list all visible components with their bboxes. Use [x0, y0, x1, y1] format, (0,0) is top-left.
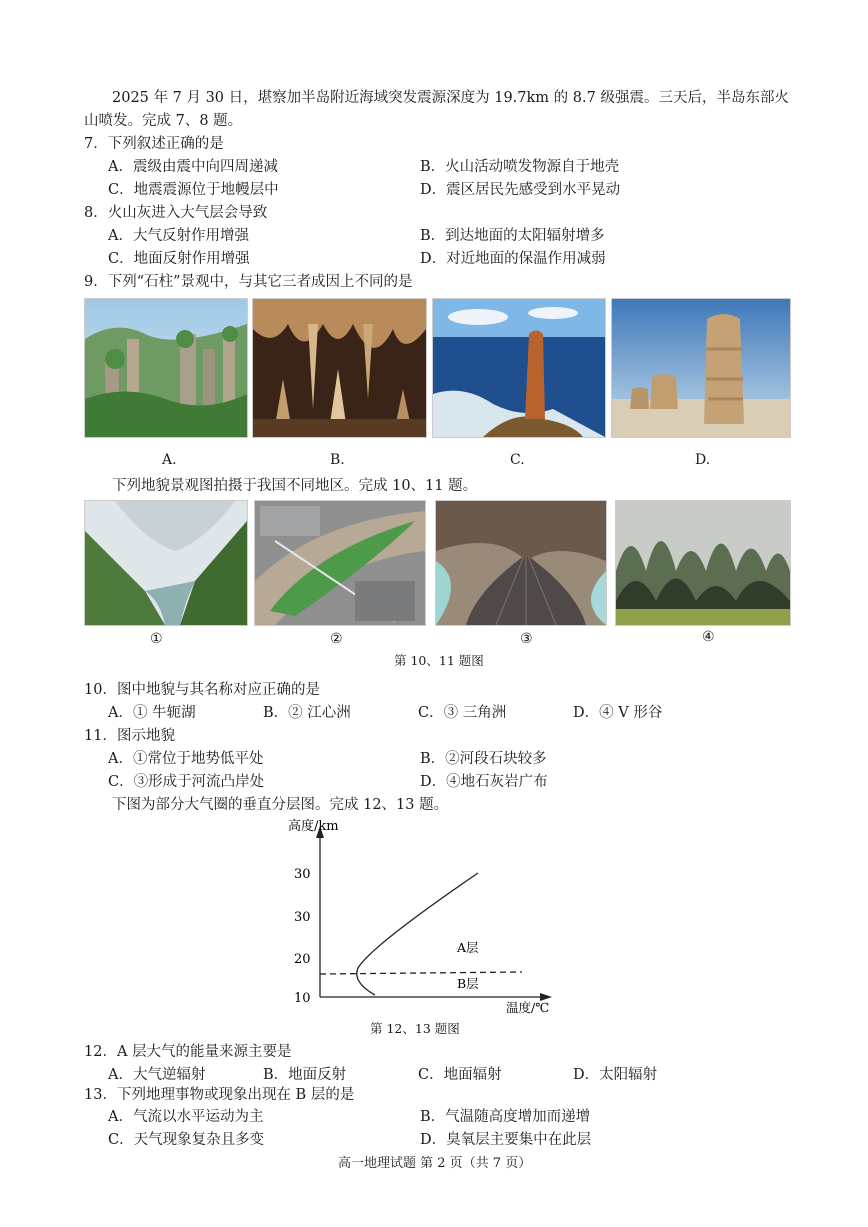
layer-b-label: B层	[457, 976, 479, 991]
photo-9c-sea-stack	[432, 298, 606, 438]
question-7-option-d: D．震区居民先感受到水平晃动	[420, 182, 621, 198]
intro-7-8-line1: 2025 年 7 月 30 日，堪察加半岛附近海域突发震源深度为 19.7km 的 8.7 级强震。三天后，半岛东部火	[112, 90, 789, 106]
y-tick-label: 10	[294, 991, 311, 1006]
question-9-stem: 9．下列“石柱”景观中，与其它三者成因上不同的是	[84, 274, 413, 290]
photo-4-karst-peaks	[615, 500, 791, 626]
photo-9c-label: C.	[510, 452, 525, 468]
intro-10-11: 下列地貌景观图拍摄于我国不同地区。完成 10、11 题。	[112, 478, 478, 494]
y-axis-label: 高度/km	[288, 819, 339, 834]
question-13-option-c: C．天气现象复杂且多变	[108, 1132, 265, 1148]
question-8-option-b: B．到达地面的太阳辐射增多	[420, 228, 605, 244]
atmosphere-layers-chart	[270, 812, 570, 1022]
question-11-stem: 11．图示地貌	[84, 728, 175, 744]
question-10-stem: 10．图中地貌与其名称对应正确的是	[84, 682, 320, 698]
y-tick-label: 30	[294, 867, 311, 882]
photo-9a-label: A.	[162, 452, 177, 468]
question-8-stem: 8．火山灰进入大气层会导致	[84, 205, 268, 221]
question-8-option-c: C．地面反射作用增强	[108, 251, 250, 267]
y-tick-label: 30	[294, 910, 311, 925]
figure-12-13-caption: 第 12、13 题图	[370, 1021, 460, 1036]
question-12-option-a: A．大气逆辐射	[108, 1067, 206, 1083]
question-11-option-b: B．②河段石块较多	[420, 751, 547, 767]
question-12-option-d: D．太阳辐射	[573, 1067, 658, 1083]
question-11-option-a: A．①常位于地势低平处	[108, 751, 264, 767]
question-7-option-c: C．地震震源位于地幔层中	[108, 182, 279, 198]
photo-9b-label: B.	[330, 452, 345, 468]
photo-9a-sandstone-pillars	[84, 298, 248, 438]
question-7-option-b: B．火山活动喷发物源自于地壳	[420, 159, 620, 175]
photo-1-label: ①	[150, 631, 163, 647]
photo-9b-karst-cave	[252, 298, 427, 438]
question-11-option-c: C．③形成于河流凸岸处	[108, 774, 265, 790]
question-10-option-d: D．④ V 形谷	[573, 705, 663, 721]
layer-boundary-dashed	[320, 972, 522, 974]
question-7-option-a: A．震级由震中向四周递减	[108, 159, 278, 175]
question-13-option-b: B．气温随高度增加而递增	[420, 1109, 591, 1125]
photo-2-river-island	[254, 500, 426, 626]
photo-3-alluvial-fan	[435, 500, 607, 626]
question-13-option-a: A．气流以水平运动为主	[108, 1109, 264, 1125]
question-10-option-a: A．① 牛轭湖	[108, 705, 196, 721]
question-10-option-c: C．③ 三角洲	[418, 705, 507, 721]
question-8-option-a: A．大气反射作用增强	[108, 228, 249, 244]
question-13-stem: 13．下列地理事物或现象出现在 B 层的是	[84, 1087, 355, 1103]
figure-10-11-caption: 第 10、11 题图	[394, 653, 484, 668]
intro-12-13: 下图为部分大气圈的垂直分层图。完成 12、13 题。	[112, 797, 449, 813]
photo-9d-label: D.	[695, 452, 711, 468]
question-12-option-c: C．地面辐射	[418, 1067, 502, 1083]
question-7-stem: 7．下列叙述正确的是	[84, 136, 224, 152]
question-12-stem: 12．A 层大气的能量来源主要是	[84, 1044, 292, 1060]
photo-4-label: ④	[702, 629, 715, 645]
photo-9d-yardang-pillar	[611, 298, 791, 438]
question-11-option-d: D．④地石灰岩广布	[420, 774, 548, 790]
layer-a-label: A层	[457, 940, 479, 955]
y-tick-label: 20	[294, 952, 311, 967]
question-10-option-b: B．② 江心洲	[263, 705, 351, 721]
question-13-option-d: D．臭氧层主要集中在此层	[420, 1132, 592, 1148]
intro-7-8-line2: 山喷发。完成 7、8 题。	[84, 113, 243, 129]
photo-2-label: ②	[330, 631, 343, 647]
question-12-option-b: B．地面反射	[263, 1067, 347, 1083]
photo-3-label: ③	[520, 631, 533, 647]
x-axis-label: 温度/℃	[506, 1000, 550, 1015]
photo-1-v-valley	[84, 500, 248, 626]
question-8-option-d: D．对近地面的保温作用减弱	[420, 251, 606, 267]
page-footer: 高一地理试题 第 2 页（共 7 页）	[338, 1156, 532, 1171]
